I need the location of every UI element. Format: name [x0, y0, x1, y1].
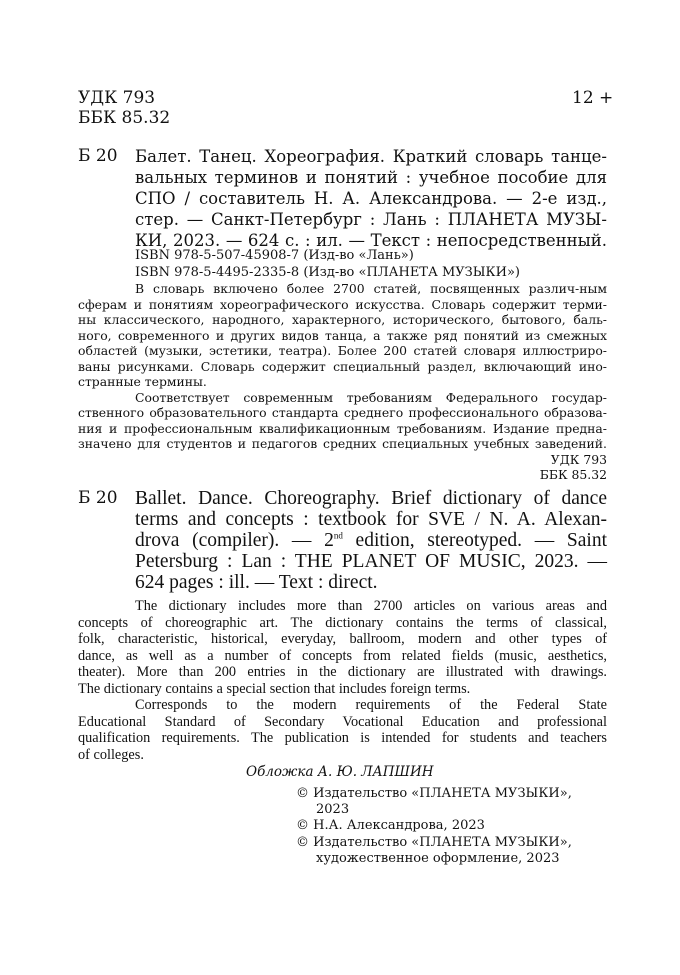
- ru-entry-description: [135, 146, 607, 251]
- ru-entry-line: КИ, 2023. — 624 с. : ил. — Текст : непосредственный.: [135, 231, 607, 250]
- isbn-lan: ISBN 978-5-507-45908-7 (Изд-во «Лань»): [135, 248, 414, 263]
- ru-abstract-line: ния и профессиональным квалификационным требованиям. Издание предна-: [78, 420, 607, 436]
- ru-abstract-line: ваны рисунками. Словарь содержит специальный раздел, включающий ино-: [78, 358, 607, 374]
- en-entry-line: Ballet. Dance. Choreography. Brief dictionary of dance: [135, 488, 607, 509]
- en-abstract: [78, 598, 607, 763]
- ru-abstract-line: областей (музыки, эстетики, театра). Более 200 статей словаря иллюстриро-: [78, 343, 607, 358]
- isbn-list: [135, 248, 520, 281]
- ru-abstract-line: сферам и понятиям хореографического искусства. Словарь содержит терми-: [78, 296, 607, 312]
- en-abstract-line: qualification requirements. The publication is intended for students and teachers: [78, 730, 607, 746]
- copyright-line: художественное оформление, 2023: [316, 850, 560, 866]
- en-abstract-line: The dictionary contains a special section that includes foreign terms.: [78, 680, 471, 697]
- en-entry-line: Petersburg : Lan : THE PLANET OF MUSIC, 2023. —: [135, 551, 607, 572]
- en-abstract-line: of colleges.: [78, 746, 144, 763]
- ru-entry-code: Б 20: [78, 146, 118, 166]
- ru-entry-line: стер. — Санкт-Петербург : Лань : ПЛАНЕТА МУЗЫ-: [135, 210, 607, 229]
- bbk-footer: ББК 85.32: [539, 467, 607, 482]
- ru-abstract-line: значено для студентов и педагогов средних специальных учебных заведений.: [78, 436, 607, 451]
- en-entry-line: [135, 530, 607, 551]
- age-rating: 12 +: [572, 88, 614, 108]
- copyright-line: © Издательство «ПЛАНЕТА МУЗЫКИ»,: [296, 786, 572, 801]
- ru-abstract: [78, 281, 607, 483]
- cover-credit: Обложка А. Ю. ЛАПШИН: [246, 764, 434, 780]
- ru-entry-line: СПО / составитель Н. А. Александрова. — 2-е изд.,: [135, 189, 607, 208]
- copyright-line: 2023: [316, 802, 350, 818]
- copyright-line: © Издательство «ПЛАНЕТА МУЗЫКИ»,: [296, 834, 572, 850]
- bbk-header: ББК 85.32: [78, 108, 171, 128]
- superscript-nd: nd: [333, 530, 343, 541]
- ru-abstract-line: ного, современного и других видов танца, а также ряд понятий из смежных: [78, 327, 607, 343]
- udk-footer: УДК 793: [550, 451, 607, 467]
- en-abstract-line: dance, as well as a number of concepts from related fields (music, aesthetics,: [78, 647, 607, 664]
- ru-abstract-line: странные термины.: [78, 374, 207, 389]
- ru-abstract-line: В словарь включено более 2700 статей, посвященных различ-ным: [135, 281, 607, 296]
- copyright-line: © Н.А. Александрова, 2023: [296, 818, 485, 834]
- ru-abstract-line: ственного образовательного стандарта среднего профессионального образова-: [78, 405, 607, 420]
- en-entry-line: 624 pages : ill. — Text : direct.: [135, 572, 378, 593]
- copyright-block: [296, 786, 572, 867]
- ru-entry-line: Балет. Танец. Хореография. Краткий словарь танце-: [135, 147, 607, 166]
- en-abstract-line: folk, characteristic, historical, everyday, ballroom, modern and other types of: [78, 631, 607, 647]
- en-abstract-line: concepts of choreographic art. The dictionary contains the terms of classical,: [78, 614, 607, 631]
- udk-header: УДК 793: [78, 88, 156, 108]
- en-abstract-line: Corresponds to the modern requirements of the Federal State: [135, 697, 607, 713]
- en-abstract-line: The dictionary includes more than 2700 articles on various areas and: [135, 598, 607, 614]
- en-entry-text: edition, stereotyped. — Saint: [342, 530, 607, 551]
- en-abstract-line: theater). More than 200 entries in the dictionary are illustrated with drawings.: [78, 664, 607, 680]
- isbn-planet: ISBN 978-5-4495-2335-8 (Изд-во «ПЛАНЕТА МУЗЫКИ»): [135, 264, 520, 280]
- en-entry-line: terms and concepts : textbook for SVE / N. A. Alexan-: [135, 509, 607, 530]
- en-entry-text: drova (compiler). — 2: [135, 530, 334, 551]
- en-abstract-line: Educational Standard of Secondary Vocational Education and professional: [78, 713, 607, 730]
- en-entry-description: [135, 488, 607, 593]
- ru-abstract-line: Соответствует современным требованиям Федерального государ-: [135, 389, 607, 405]
- en-entry-code: Б 20: [78, 488, 118, 508]
- ru-abstract-line: ны классического, народного, характерного, исторического, бытового, баль-: [78, 312, 607, 327]
- ru-entry-line: вальных терминов и понятий : учебное пособие для: [135, 168, 607, 187]
